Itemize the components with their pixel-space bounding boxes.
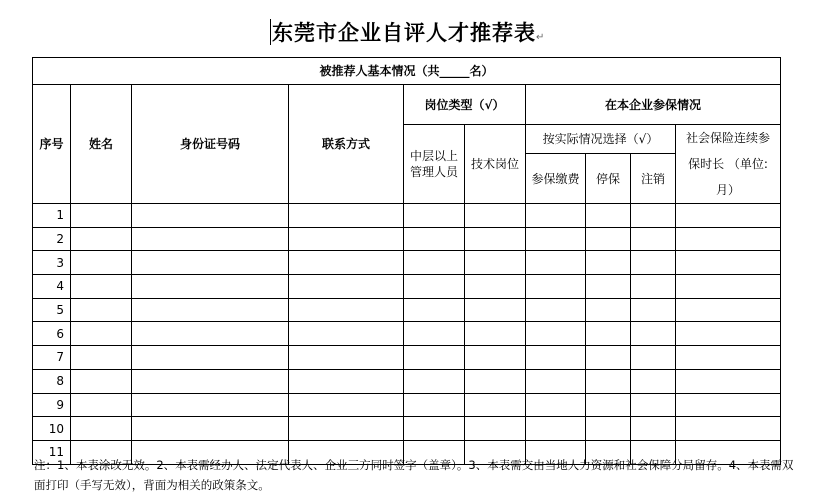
- middle-manager-cell[interactable]: [404, 417, 465, 441]
- middle-manager-cell[interactable]: [404, 275, 465, 299]
- name-cell[interactable]: [71, 369, 132, 393]
- contact-cell[interactable]: [289, 346, 404, 370]
- header-name-label: 姓名: [88, 137, 113, 151]
- continuous-cell[interactable]: [676, 346, 781, 370]
- paying-cell[interactable]: [526, 417, 586, 441]
- name-cell[interactable]: [71, 322, 132, 346]
- continuous-cell[interactable]: [676, 417, 781, 441]
- header-cancelled-label: 注销: [640, 171, 665, 186]
- header-middle-manager-label: 中层以上管理人员: [409, 149, 458, 179]
- technical-cell[interactable]: [465, 322, 526, 346]
- row-number: 11: [48, 445, 64, 460]
- id-number-cell[interactable]: [132, 298, 289, 322]
- name-cell[interactable]: [71, 298, 132, 322]
- table-row: [33, 298, 781, 322]
- middle-manager-cell[interactable]: [404, 322, 465, 346]
- stopped-cell[interactable]: [586, 369, 631, 393]
- paying-cell[interactable]: [526, 346, 586, 370]
- table-row: [33, 275, 781, 299]
- cancelled-cell[interactable]: [631, 298, 676, 322]
- header-stopped[interactable]: [586, 154, 631, 204]
- table-row: [33, 417, 781, 441]
- header-technical[interactable]: [465, 125, 526, 204]
- continuous-cell[interactable]: [676, 322, 781, 346]
- header-paying-label: 参保缴费: [531, 171, 580, 186]
- header-cancelled[interactable]: [631, 154, 676, 204]
- header-id-number[interactable]: [132, 85, 289, 204]
- stopped-cell[interactable]: [586, 298, 631, 322]
- header-position-type[interactable]: [404, 85, 526, 125]
- row-number-cell[interactable]: [33, 298, 71, 322]
- row-number: 1: [56, 208, 64, 223]
- middle-manager-cell[interactable]: [404, 298, 465, 322]
- technical-cell[interactable]: [465, 204, 526, 228]
- row-number: 8: [56, 374, 64, 389]
- header-technical-label: 技术岗位: [470, 157, 519, 171]
- table-row: [33, 346, 781, 370]
- cancelled-cell[interactable]: [631, 417, 676, 441]
- row-number-cell[interactable]: [33, 393, 71, 417]
- paying-cell[interactable]: [526, 251, 586, 275]
- contact-cell[interactable]: [289, 227, 404, 251]
- continuous-cell[interactable]: [676, 227, 781, 251]
- paying-cell[interactable]: [526, 322, 586, 346]
- name-cell[interactable]: [71, 417, 132, 441]
- header-insurance-label: 在本企业参保情况: [605, 97, 702, 112]
- header-paying[interactable]: [526, 154, 586, 204]
- middle-manager-cell[interactable]: [404, 346, 465, 370]
- header-contact-label: 联系方式: [321, 137, 370, 151]
- continuous-cell[interactable]: [676, 204, 781, 228]
- stopped-cell[interactable]: [586, 322, 631, 346]
- technical-cell[interactable]: [465, 369, 526, 393]
- header-seq[interactable]: [33, 85, 71, 204]
- middle-manager-cell[interactable]: [404, 227, 465, 251]
- header-continuous-label: 社会保险连续参保时长 （单位:月）: [685, 131, 770, 197]
- contact-cell[interactable]: [289, 369, 404, 393]
- row-number: 6: [56, 326, 64, 341]
- contact-cell[interactable]: [289, 275, 404, 299]
- id-number-cell[interactable]: [132, 322, 289, 346]
- row-number: 3: [56, 255, 64, 270]
- header-insurance[interactable]: [526, 85, 781, 125]
- row-number-cell[interactable]: [33, 204, 71, 228]
- table-row: [33, 227, 781, 251]
- paying-cell[interactable]: [526, 298, 586, 322]
- stopped-cell[interactable]: [586, 251, 631, 275]
- row-number-cell[interactable]: [33, 369, 71, 393]
- table-row: [33, 322, 781, 346]
- name-cell[interactable]: [71, 275, 132, 299]
- technical-cell[interactable]: [465, 393, 526, 417]
- paragraph-mark: ↵: [536, 32, 546, 43]
- contact-cell[interactable]: [289, 251, 404, 275]
- section-header: 被推荐人基本情况（共_____名）: [319, 64, 494, 78]
- header-name[interactable]: [71, 85, 132, 204]
- cancelled-cell[interactable]: [631, 322, 676, 346]
- cancelled-cell[interactable]: [631, 251, 676, 275]
- header-select-actual[interactable]: [526, 125, 676, 154]
- table-row: [33, 369, 781, 393]
- cancelled-cell[interactable]: [631, 275, 676, 299]
- header-seq-label: 序号: [39, 137, 64, 151]
- name-cell[interactable]: [71, 393, 132, 417]
- cancelled-cell[interactable]: [631, 369, 676, 393]
- row-number: 9: [56, 397, 64, 412]
- stopped-cell[interactable]: [586, 393, 631, 417]
- paying-cell[interactable]: [526, 369, 586, 393]
- row-number: 10: [48, 421, 64, 436]
- row-number: 4: [56, 279, 64, 294]
- technical-cell[interactable]: [465, 417, 526, 441]
- paying-cell[interactable]: [526, 393, 586, 417]
- table-row: [33, 204, 781, 228]
- contact-cell[interactable]: [289, 204, 404, 228]
- row-number-cell[interactable]: [33, 227, 71, 251]
- stopped-cell[interactable]: [586, 346, 631, 370]
- id-number-cell[interactable]: [132, 393, 289, 417]
- header-id-number-label: 身份证号码: [179, 137, 240, 151]
- middle-manager-cell[interactable]: [404, 369, 465, 393]
- talent-recommendation-table: [32, 57, 781, 465]
- cancelled-cell[interactable]: [631, 346, 676, 370]
- technical-cell[interactable]: [465, 346, 526, 370]
- continuous-cell[interactable]: [676, 251, 781, 275]
- middle-manager-cell[interactable]: [404, 393, 465, 417]
- stopped-cell[interactable]: [586, 275, 631, 299]
- cancelled-cell[interactable]: [631, 227, 676, 251]
- table-row: [33, 251, 781, 275]
- header-contact[interactable]: [289, 85, 404, 204]
- middle-manager-cell[interactable]: [404, 251, 465, 275]
- header-position-type-label: 岗位类型（√）: [424, 97, 505, 112]
- id-number-cell[interactable]: [132, 204, 289, 228]
- technical-cell[interactable]: [465, 227, 526, 251]
- continuous-cell[interactable]: [676, 393, 781, 417]
- row-number-cell[interactable]: [33, 251, 71, 275]
- continuous-cell[interactable]: [676, 369, 781, 393]
- technical-cell[interactable]: [465, 275, 526, 299]
- text-cursor: [270, 19, 271, 45]
- id-number-cell[interactable]: [132, 275, 289, 299]
- contact-cell[interactable]: [289, 322, 404, 346]
- row-number-cell[interactable]: [33, 275, 71, 299]
- cancelled-cell[interactable]: [631, 393, 676, 417]
- contact-cell[interactable]: [289, 417, 404, 441]
- paying-cell[interactable]: [526, 227, 586, 251]
- technical-cell[interactable]: [465, 251, 526, 275]
- cancelled-cell[interactable]: [631, 204, 676, 228]
- name-cell[interactable]: [71, 346, 132, 370]
- name-cell[interactable]: [71, 251, 132, 275]
- id-number-cell[interactable]: [132, 417, 289, 441]
- header-continuous[interactable]: [676, 125, 781, 204]
- header-middle-manager[interactable]: [404, 125, 465, 204]
- name-cell[interactable]: [71, 204, 132, 228]
- continuous-cell[interactable]: [676, 298, 781, 322]
- row-number-cell[interactable]: [33, 346, 71, 370]
- section-header-cell[interactable]: [33, 58, 781, 85]
- contact-cell[interactable]: [289, 393, 404, 417]
- middle-manager-cell[interactable]: [404, 204, 465, 228]
- stopped-cell[interactable]: [586, 417, 631, 441]
- table-row: [33, 393, 781, 417]
- document-title-text: 东莞市企业自评人才推荐表: [272, 21, 536, 45]
- row-number: 7: [56, 350, 64, 365]
- row-number: 2: [56, 232, 64, 247]
- stopped-cell[interactable]: [586, 204, 631, 228]
- paying-cell[interactable]: [526, 275, 586, 299]
- id-number-cell[interactable]: [132, 369, 289, 393]
- stopped-cell[interactable]: [586, 227, 631, 251]
- id-number-cell[interactable]: [132, 346, 289, 370]
- continuous-cell[interactable]: [676, 275, 781, 299]
- name-cell[interactable]: [71, 227, 132, 251]
- footnote: 注：1、本表涂改无效。2、本表需经办人、法定代表人、企业三方同时签字（盖章）。3、本表需交由当地人力资源和社会保障分局留存。4、本表需双面打印（手写无效），背面为相关的政策条文。: [34, 458, 794, 492]
- paying-cell[interactable]: [526, 204, 586, 228]
- row-number: 5: [56, 303, 64, 318]
- row-number-cell[interactable]: [33, 417, 71, 441]
- id-number-cell[interactable]: [132, 251, 289, 275]
- header-stopped-label: 停保: [595, 171, 620, 186]
- row-number-cell[interactable]: [33, 322, 71, 346]
- id-number-cell[interactable]: [132, 227, 289, 251]
- technical-cell[interactable]: [465, 298, 526, 322]
- document-title: [270, 16, 545, 50]
- contact-cell[interactable]: [289, 298, 404, 322]
- header-select-actual-label: 按实际情况选择（√）: [542, 132, 659, 147]
